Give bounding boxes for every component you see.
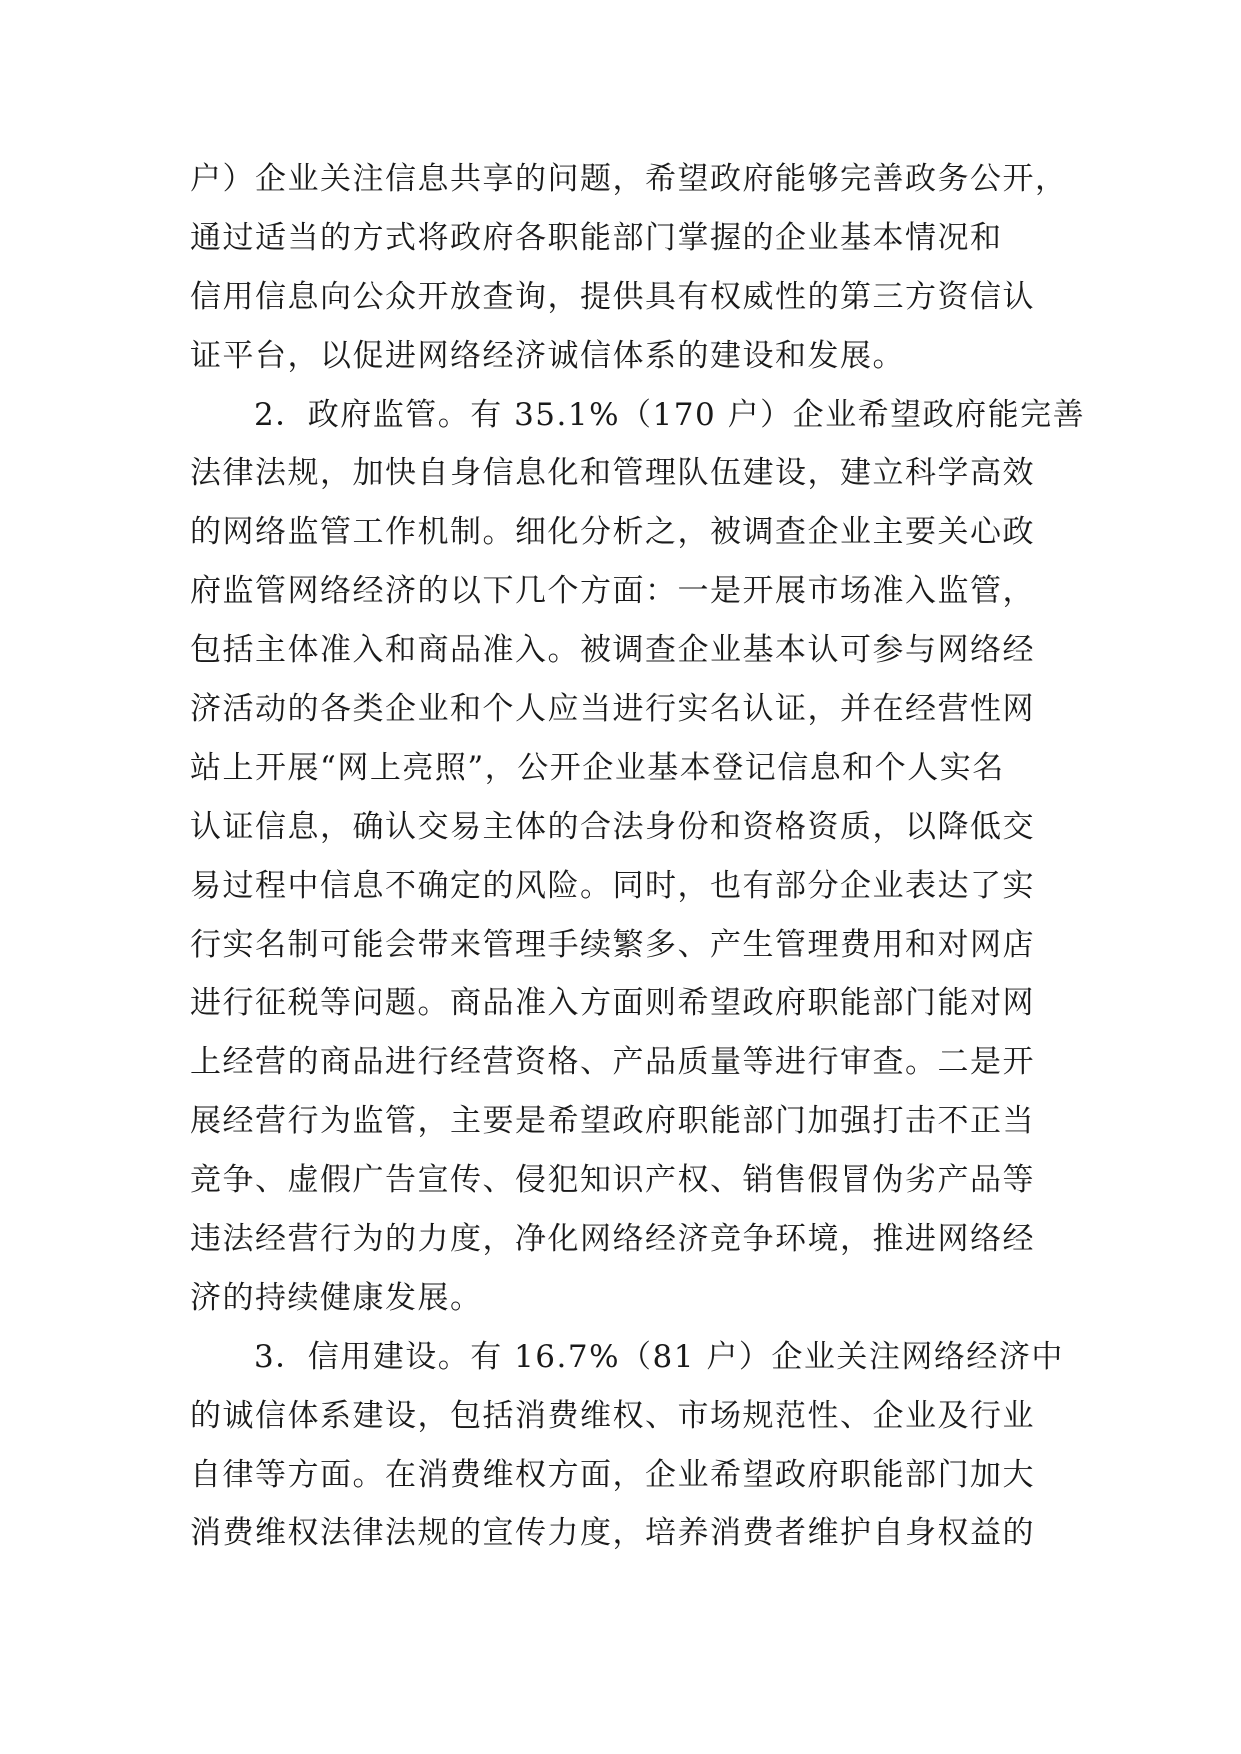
text-line: 展经营行为监管，主要是希望政府职能部门加强打击不正当 <box>190 1103 1035 1140</box>
text-line: 户）企业关注信息共享的问题，希望政府能够完善政务公开， <box>190 161 1068 197</box>
text-line: 的诚信体系建设，包括消费维权、市场规范性、企业及行业 <box>190 1397 1035 1434</box>
text-line: 自律等方面。在消费维权方面，企业希望政府职能部门加大 <box>190 1456 1035 1493</box>
text-line: 济的持续健康发展。 <box>190 1279 483 1316</box>
text-line: 站上开展“网上亮照”，公开企业基本登记信息和个人实名 <box>190 749 1005 786</box>
text-line: 进行征税等问题。商品准入方面则希望政府职能部门能对网 <box>190 985 1035 1022</box>
text-line: 竞争、虚假广告宣传、侵犯知识产权、销售假冒伪劣产品等 <box>190 1162 1035 1199</box>
text-line: 法律法规，加快自身信息化和管理队伍建设，建立科学高效 <box>190 455 1035 492</box>
text-line: 的网络监管工作机制。细化分析之，被调查企业主要关心政 <box>190 514 1035 551</box>
text-line: 济活动的各类企业和个人应当进行实名认证，并在经营性网 <box>190 691 1035 728</box>
text-line: 府监管网络经济的以下几个方面：一是开展市场准入监管， <box>190 573 1035 610</box>
text-line: 消费维权法律法规的宣传力度，培养消费者维护自身权益的 <box>190 1515 1035 1552</box>
text-line: 认证信息，确认交易主体的合法身份和资格资质，以降低交 <box>190 808 1035 845</box>
text-line: 包括主体准入和商品准入。被调查企业基本认可参与网络经 <box>190 632 1035 669</box>
section-3-heading-line: 3．信用建设。有 16.7%（81 户）企业关注网络经济中 <box>254 1338 1064 1375</box>
section-2-heading-line: 2．政府监管。有 35.1%（170 户）企业希望政府能完善 <box>254 396 1086 433</box>
text-line: 上经营的商品进行经营资格、产品质量等进行审查。二是开 <box>190 1044 1035 1081</box>
document-body <box>190 150 1086 1563</box>
text-line: 通过适当的方式将政府各职能部门掌握的企业基本情况和 <box>190 219 1003 256</box>
text-line: 易过程中信息不确定的风险。同时，也有部分企业表达了实 <box>190 867 1035 904</box>
text-line: 证平台，以促进网络经济诚信体系的建设和发展。 <box>190 337 905 374</box>
text-line: 行实名制可能会带来管理手续繁多、产生管理费用和对网店 <box>190 926 1035 963</box>
text-line: 信用信息向公众开放查询，提供具有权威性的第三方资信认 <box>190 278 1035 315</box>
text-line: 违法经营行为的力度，净化网络经济竞争环境，推进网络经 <box>190 1221 1035 1258</box>
